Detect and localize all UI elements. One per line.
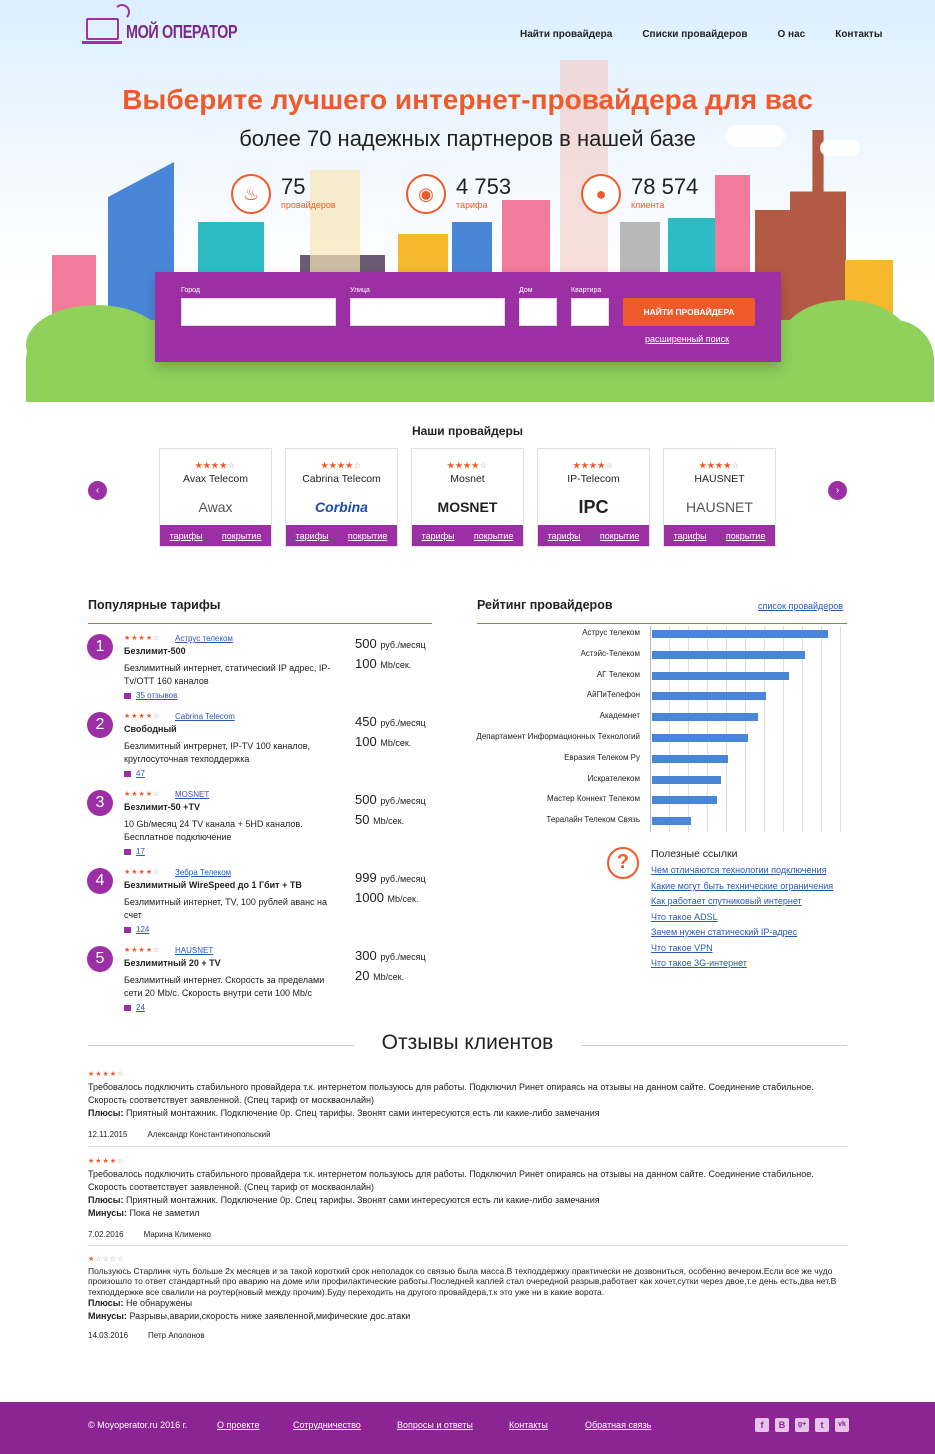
tariff-price: 300 руб./месяц (355, 948, 426, 963)
tariffs-link[interactable]: тарифы (169, 530, 203, 541)
provider-name: IP-Telecom (567, 473, 620, 485)
reviews-count (124, 1003, 145, 1012)
review-meta (88, 1331, 848, 1342)
rating-stars: ★★★★☆ (699, 461, 740, 470)
apartment-label: Квартира (571, 287, 602, 294)
rating-stars: ★★★★☆ (447, 461, 488, 470)
review-item (88, 1155, 848, 1241)
copyright: © Moyoperator.ru 2016 г. (88, 1420, 188, 1430)
rank-badge: 5 (87, 946, 113, 972)
chart-bar (652, 692, 766, 700)
tariff-description: Безлимитный интрернет, IP-TV 100 каналов, круглосуточная техподдержка (124, 741, 311, 764)
tariff-price: 450 руб./месяц (355, 714, 426, 729)
popular-tariffs-title: Популярные тарифы (88, 598, 221, 612)
comment-icon (124, 771, 131, 777)
facebook-icon[interactable]: f (755, 1418, 769, 1432)
coverage-link[interactable]: покрытие (599, 530, 640, 541)
review-pros: Плюсы: Не обнаружены (88, 1298, 193, 1308)
provider-logo: HAUSNET (686, 499, 753, 515)
carousel-next-button[interactable]: › (828, 481, 847, 500)
stat-number: 78 574 (631, 174, 699, 199)
tariff-price: 500 руб./месяц (355, 792, 426, 807)
review-item (88, 1255, 848, 1342)
monitor-icon (86, 18, 119, 40)
nav-find-provider[interactable]: Найти провайдера (520, 29, 613, 40)
provider-name: HAUSNET (694, 473, 745, 485)
provider-card-actions (286, 525, 397, 546)
provider-logo: Awax (198, 499, 233, 515)
provider-card[interactable] (537, 448, 650, 547)
provider-card[interactable] (285, 448, 398, 547)
useful-link[interactable]: Чем отличаются технологии подключения (651, 865, 827, 875)
twitter-icon[interactable]: t (815, 1418, 829, 1432)
tariff-item (87, 868, 432, 946)
tariffs-link[interactable]: тарифы (421, 530, 455, 541)
review-meta (88, 1128, 848, 1141)
divider (88, 1245, 848, 1246)
rating-stars: ★☆☆☆☆ (88, 1256, 125, 1263)
bush-decoration (780, 300, 910, 385)
provider-logo: Corbina (315, 499, 368, 515)
vk-icon[interactable]: vk (835, 1418, 849, 1432)
coins-icon: ◉ (406, 174, 446, 214)
divider (88, 623, 432, 624)
nav-contacts[interactable]: Контакты (835, 29, 883, 40)
review-cons: Минусы: Разрывы,аварии,скорость ниже заявленной,мифические дос.атаки (88, 1311, 411, 1321)
provider-name: Mosnet (450, 473, 485, 485)
tariff-speed: 1000 Mb/сек. (355, 890, 419, 905)
footer (0, 1402, 935, 1454)
tariff-item (87, 790, 432, 868)
tariff-name: Безлимитный 20 + TV (124, 958, 221, 968)
chart-bar (652, 817, 691, 825)
rating-stars: ★★★★☆ (124, 869, 161, 876)
hero-section (0, 0, 935, 402)
reviews-count (124, 847, 145, 856)
tariff-item (87, 634, 432, 712)
stat-number: 4 753 (456, 174, 512, 199)
chart-bar (652, 672, 789, 680)
tariffs-link[interactable]: тарифы (673, 530, 707, 541)
city-input[interactable] (181, 298, 336, 326)
chart-bar (652, 630, 828, 638)
nav-about[interactable]: О нас (777, 29, 806, 40)
provider-link[interactable]: Cabrina Telecom (175, 712, 235, 721)
review-author: Марина Клименко (143, 1230, 212, 1239)
tariff-description: Безлимитный интернет, статический IP адрес, IP-Tv/OTT 160 каналов (124, 663, 331, 686)
stat-number: 75 (281, 174, 306, 199)
chart-category-label: АГ Телеком (596, 669, 640, 679)
chart-category-label: Тералайн Телеком Связь (546, 815, 640, 825)
street-label: Улица (350, 287, 370, 294)
coverage-link[interactable]: покрытие (725, 530, 766, 541)
advanced-search-link[interactable]: расширенный поиск (645, 334, 730, 344)
reviews-link[interactable]: 124 (136, 925, 150, 934)
search-panel (155, 272, 781, 362)
tariffs-link[interactable]: тарифы (295, 530, 329, 541)
tariff-item (87, 712, 432, 790)
footer-link-faq: Вопросы и ответы (397, 1420, 473, 1430)
provider-card[interactable] (663, 448, 776, 547)
useful-link[interactable]: Что такое VPN (651, 943, 713, 953)
provider-link[interactable]: HAUSNET (175, 946, 214, 955)
provider-card-actions (412, 525, 523, 546)
comment-icon (124, 693, 131, 699)
chart-bar (652, 755, 728, 763)
review-cons: Минусы: Пока не заметил (88, 1208, 200, 1218)
reviews-link[interactable]: 17 (136, 847, 145, 856)
odnoklassniki-icon[interactable]: В (775, 1418, 789, 1432)
rating-stars: ★★★★☆ (124, 635, 161, 642)
user-icon: ● (581, 174, 621, 214)
review-text: Требовалось подключить стабильного провайдера т.к. интернетом пользуюсь для работы. Подключил Ринет опираясь на отзывы на данном сайте. Соединение стабильное. Скорость соответствует заявленной. (Спец тариф от москваонлайн) (88, 1082, 814, 1105)
divider (477, 623, 847, 624)
divider (88, 1146, 848, 1147)
reviews-count (124, 769, 145, 778)
tariff-description: Безлимитный интернет, TV, 100 рублей аванс на счет (124, 897, 328, 920)
review-author: Петр Аполонов (148, 1331, 205, 1340)
provider-card[interactable] (411, 448, 524, 547)
footer-link-about: О проекте (217, 1420, 260, 1430)
chart-category-label: Искрателеком (587, 773, 640, 783)
provider-card[interactable] (159, 448, 272, 547)
chart-bar (652, 796, 717, 804)
tariff-name: Безлимитный WireSpeed до 1 Гбит + ТВ (124, 880, 302, 890)
stat-label: тарифа (456, 200, 488, 210)
logo-text: МОЙ ОПЕРАТОР (126, 22, 238, 42)
tariff-description: 10 Gb/месяц 24 TV канала + 5HD каналов. Бесплатное подключение (124, 819, 303, 842)
chart-category-label: Департамент Информационных Технологий (476, 732, 640, 741)
rating-stars: ★★★★☆ (321, 461, 362, 470)
rating-stars: ★★★★☆ (195, 461, 236, 470)
rating-stars: ★★★★☆ (124, 947, 161, 954)
reviews-count (124, 691, 177, 700)
footer-link-feedback: Обратная связь (585, 1420, 652, 1430)
coverage-link[interactable]: покрытие (473, 530, 514, 541)
google-plus-icon[interactable]: g+ (795, 1418, 809, 1432)
nav-provider-lists[interactable]: Списки провайдеров (642, 29, 748, 40)
tariff-speed: 20 Mb/сек. (355, 968, 405, 983)
reviews-link[interactable]: 47 (136, 769, 145, 778)
provider-name: Cabrina Telecom (302, 473, 381, 485)
rating-stars: ★★★★☆ (124, 791, 161, 798)
provider-logo: IPC (578, 497, 609, 517)
main-nav (520, 29, 882, 40)
reviews-count (124, 925, 149, 934)
review-date: 12.11.2015 (88, 1130, 128, 1139)
provider-list-link[interactable]: список провайдеров (758, 601, 844, 611)
hero-title: Выберите лучшего интернет-провайдера для вас (122, 84, 813, 115)
reviews-link[interactable]: 24 (136, 1003, 145, 1012)
coverage-link[interactable]: покрытие (347, 530, 388, 541)
review-pros: Плюсы: Приятный монтажник. Подключение 0р. Спец тарифы. Звонят сами интересуются есть ли какие-либо замечания (88, 1195, 600, 1205)
question-icon: ? (607, 847, 639, 879)
tariff-speed: 100 Mb/сек. (355, 734, 412, 749)
tariff-description: Безлимитный интернет. Скорость за пределами сети 20 Mb/c. Скорость внутри сети 100 Mb/c (124, 975, 325, 998)
comment-icon (124, 1005, 131, 1011)
provider-link[interactable]: MOSNET (175, 790, 210, 799)
chart-bar (652, 713, 758, 721)
chart-bar (652, 776, 721, 784)
chart-category-label: Астэйс-Телеком (580, 648, 640, 658)
footer-link-contacts: Контакты (509, 1420, 548, 1430)
find-provider-button[interactable]: НАЙТИ ПРОВАЙДЕРА (623, 298, 755, 326)
rating-stars: ★★★★☆ (88, 1071, 125, 1078)
tariff-price: 500 руб./месяц (355, 636, 426, 651)
bush-decoration (26, 305, 166, 385)
chart-category-label: Мастер Коннект Телеком (546, 794, 640, 804)
tariff-speed: 100 Mb/сек. (355, 656, 412, 671)
review-date: 7.02.2016 (88, 1230, 124, 1239)
apartment-input[interactable] (571, 298, 609, 326)
useful-link[interactable]: Какие могут быть технические ограничения (651, 881, 834, 891)
tariff-name: Безлимит-500 (124, 646, 186, 656)
stat-label: провайдеров (281, 200, 336, 210)
review-item (88, 1068, 848, 1141)
useful-link[interactable]: Зачем нужен статический IP-адрес (651, 927, 798, 937)
tariff-name: Безлимит-50 +TV (124, 802, 200, 812)
street-input[interactable] (350, 298, 505, 326)
footer-link-partnership: Сотрудничество (293, 1420, 361, 1430)
city-label: Город (181, 287, 200, 294)
rating-stars: ★★★★☆ (88, 1158, 125, 1165)
rank-badge: 3 (87, 790, 113, 816)
carousel-prev-button[interactable]: ‹ (88, 481, 107, 500)
provider-link[interactable]: Аструс телеком (175, 634, 233, 643)
useful-links-title: Полезные ссылки (651, 848, 738, 860)
house-input[interactable] (519, 298, 557, 326)
review-text: Пользуюсь Старлинк чуть больше 2х месяцев и за такой короткий срок неполадок со связью была масса.В техподдержку практически не дозвониться, особенно вечером.Если все же чудо произошло то ответ стандартный про аварию на доме или профилактические работы.Последней каплей стал очередной разрыв,работает как хочет,сутки через двое,т.е день есть,два нет.В техподдержке все свалили на роутер(новый между прочим).Буду переходить на другого провайдера,т.к это уже ни в какие ворота. (88, 1265, 837, 1297)
tariff-item (87, 946, 432, 1024)
coverage-link[interactable]: покрытие (221, 530, 262, 541)
provider-name: Avax Telecom (183, 473, 248, 485)
providers-title: Наши провайдеры (411, 424, 524, 438)
flame-icon: ♨ (231, 174, 271, 214)
useful-link[interactable]: Как работает спутниковый интернет (651, 896, 802, 906)
rating-stars: ★★★★☆ (124, 713, 161, 720)
chart-bar (652, 651, 805, 659)
useful-link[interactable]: Что такое ADSL (651, 912, 718, 922)
provider-link[interactable]: Зебра Телеком (175, 868, 232, 877)
house-label: Дом (519, 287, 533, 294)
provider-card-actions (664, 525, 775, 546)
tariff-speed: 50 Mb/сек. (355, 812, 405, 827)
reviews-title: Отзывы клиентов (381, 1031, 554, 1054)
rank-badge: 4 (87, 868, 113, 894)
tariff-name: Свободный (124, 724, 177, 734)
rating-stars: ★★★★☆ (573, 461, 614, 470)
provider-logo: MOSNET (437, 499, 498, 515)
tariffs-link[interactable]: тарифы (547, 530, 581, 541)
chart-category-label: АйПиТелефон (586, 690, 640, 700)
provider-card-actions (160, 525, 271, 546)
rank-badge: 1 (87, 634, 113, 660)
reviews-link[interactable]: 35 отзывов (136, 691, 178, 700)
wifi-icon (114, 4, 130, 20)
comment-icon (124, 849, 131, 855)
review-pros: Плюсы: Приятный монтажник. Подключение 0р. Спец тарифы. Звонят сами интересуются есть ли какие-либо замечания (88, 1108, 600, 1118)
useful-link[interactable]: Что такое 3G-интернет (651, 958, 747, 968)
stat-label: клиента (631, 200, 665, 210)
review-text: Требовалось подключить стабильного провайдера т.к. интернетом пользуюсь для работы. Подключил Ринет опираясь на отзывы на данном сайте. Соединение стабильное. Скорость соответствует заявленной. (Спец тариф от москваонлайн) (88, 1169, 814, 1192)
chart-category-label: Академнет (599, 711, 640, 721)
review-author: Александр Константинопольский (147, 1130, 271, 1139)
provider-card-actions (538, 525, 649, 546)
chart-bar (652, 734, 748, 742)
comment-icon (124, 927, 131, 933)
chart-category-label: Евразия Телеком Ру (564, 752, 640, 762)
hero-subtitle: более 70 надежных партнеров в нашей базе (239, 126, 696, 151)
chart-category-label: Аструс телеком (582, 628, 640, 637)
rank-badge: 2 (87, 712, 113, 738)
tariff-price: 999 руб./месяц (355, 870, 426, 885)
rating-title: Рейтинг провайдеров (477, 598, 613, 612)
review-date: 14.03.2016 (88, 1331, 129, 1340)
review-meta (88, 1228, 848, 1241)
